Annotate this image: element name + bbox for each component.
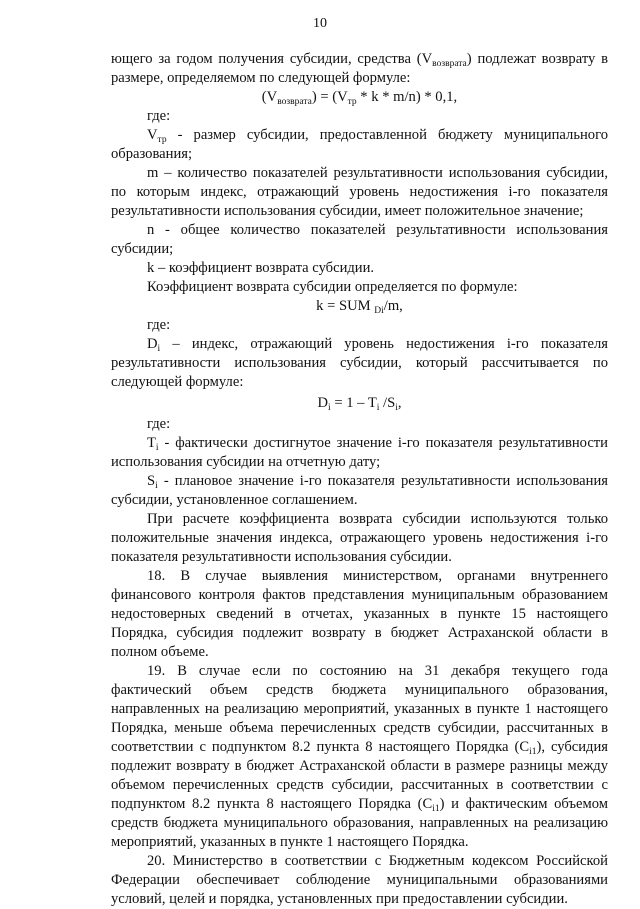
subscript: возврата [432, 59, 467, 69]
text: – индекс, отражающий уровень недостижения i-го показателя результативности использования субсидии, который рассчитывается по следующей формуле: [111, 336, 608, 390]
text: /S [379, 395, 396, 411]
text: 19. В случае если по состоянию на 31 декабря текущего года фактический объем средств бюджета муниципального образования, направленных на реализацию мероприятий, указанных в пункте 1 настоящего Порядка, меньше объема перечисленных средств субсидии, рассчитанных в соответствии с подпунктом 8.2 пункта 8 настоящего Порядка (C [111, 663, 608, 755]
subscript: i [376, 403, 380, 413]
definition-t [111, 434, 608, 472]
text: ) подлежат возврату в размере, определяемом по следующей формуле: [111, 51, 609, 86]
subscript: i1 [529, 747, 537, 757]
definition-s [111, 472, 608, 510]
text: S [147, 473, 156, 489]
positive-values-note: При расчете коэффициента возврата субсидии используются только положительные значения индекса, отражающего уровень недостижения i-го показателя результативности использования субсидии. [111, 511, 608, 565]
text: ) и фактическим объемом средств бюджета муниципального образования, направленных на реализацию мероприятий, указанных в пункте 1 настоящего Порядка. [111, 796, 608, 850]
where-label: где: [147, 108, 171, 124]
where-label: где: [147, 416, 171, 432]
paragraph-19 [111, 662, 608, 852]
text: ) = (V [311, 89, 348, 105]
paragraph-20: 20. Министерство в соответствии с Бюджетным кодексом Российской Федерации обеспечивает соблюдение муниципальными образованиями условий, целей и порядка, установленных при предоставлении субсидии. [111, 853, 608, 907]
formula-coefficient [111, 297, 608, 316]
subscript: i [155, 481, 158, 491]
subscript: тр [347, 97, 357, 107]
document-body [111, 50, 608, 909]
definition-n: n - общее количество показателей результативности использования субсидии; [111, 222, 608, 257]
definition-d [111, 335, 608, 392]
text: = 1 – T [330, 395, 377, 411]
where-label: где: [147, 317, 171, 333]
coefficient-intro: Коэффициент возврата субсидии определяется по формуле: [147, 279, 518, 295]
formula-index [111, 394, 608, 413]
text: ), субсидия подлежит возврату в бюджет Астраханской области в размере разницы между объемом перечисленных средств субсидии, рассчитанных в соответствии с подпунктом 8.2 пункта 8 настоящего Порядка (C [111, 739, 608, 812]
formula-return-amount [111, 88, 608, 107]
definition-k: k – коэффициент возврата субсидии. [147, 260, 375, 276]
text: - размер субсидии, предоставленной бюджету муниципального образования; [111, 127, 608, 162]
subscript: тр [157, 135, 167, 145]
subscript: i1 [432, 804, 440, 814]
text: - плановое значение i-го показателя результативности использования субсидии, установленное соглашением. [111, 473, 608, 508]
text: D [317, 395, 329, 411]
subscript: Di [374, 306, 384, 316]
text: , [397, 395, 402, 411]
subscript: i [328, 403, 331, 413]
paragraph-18: 18. В случае выявления министерством, органами внутреннего финансового контроля фактов представления муниципальным образованием недостоверных сведений в отчетах, указанных в пункте 15 настоящего Порядка, субсидия подлежит возврату в бюджет Астраханской области в полном объеме. [111, 568, 608, 660]
subscript: i [157, 344, 161, 354]
subscript: i [395, 403, 398, 413]
text: k = SUM [316, 298, 375, 314]
definition-m: m – количество показателей результативности использования субсидии, по которым индекс, отражающий уровень недостижения i-го показателя результативности использования субсидии, имеет положительное значение; [111, 165, 608, 219]
page-number: 10 [313, 16, 327, 31]
text: ющего за годом получения субсидии, средства (V [111, 51, 433, 67]
text: D [147, 336, 158, 352]
subscript: i [155, 443, 159, 453]
subscript: возврата [277, 97, 312, 107]
text: V [147, 127, 158, 143]
text: T [147, 435, 156, 451]
text: * k * m/n) * 0,1, [356, 89, 458, 105]
text: /m, [383, 298, 403, 314]
paragraph-continuation [111, 50, 608, 88]
definition-v [111, 126, 608, 164]
text: (V [261, 89, 278, 105]
text: - фактически достигнутое значение i-го показателя результативности использования субсидии на отчетную дату; [111, 435, 608, 470]
